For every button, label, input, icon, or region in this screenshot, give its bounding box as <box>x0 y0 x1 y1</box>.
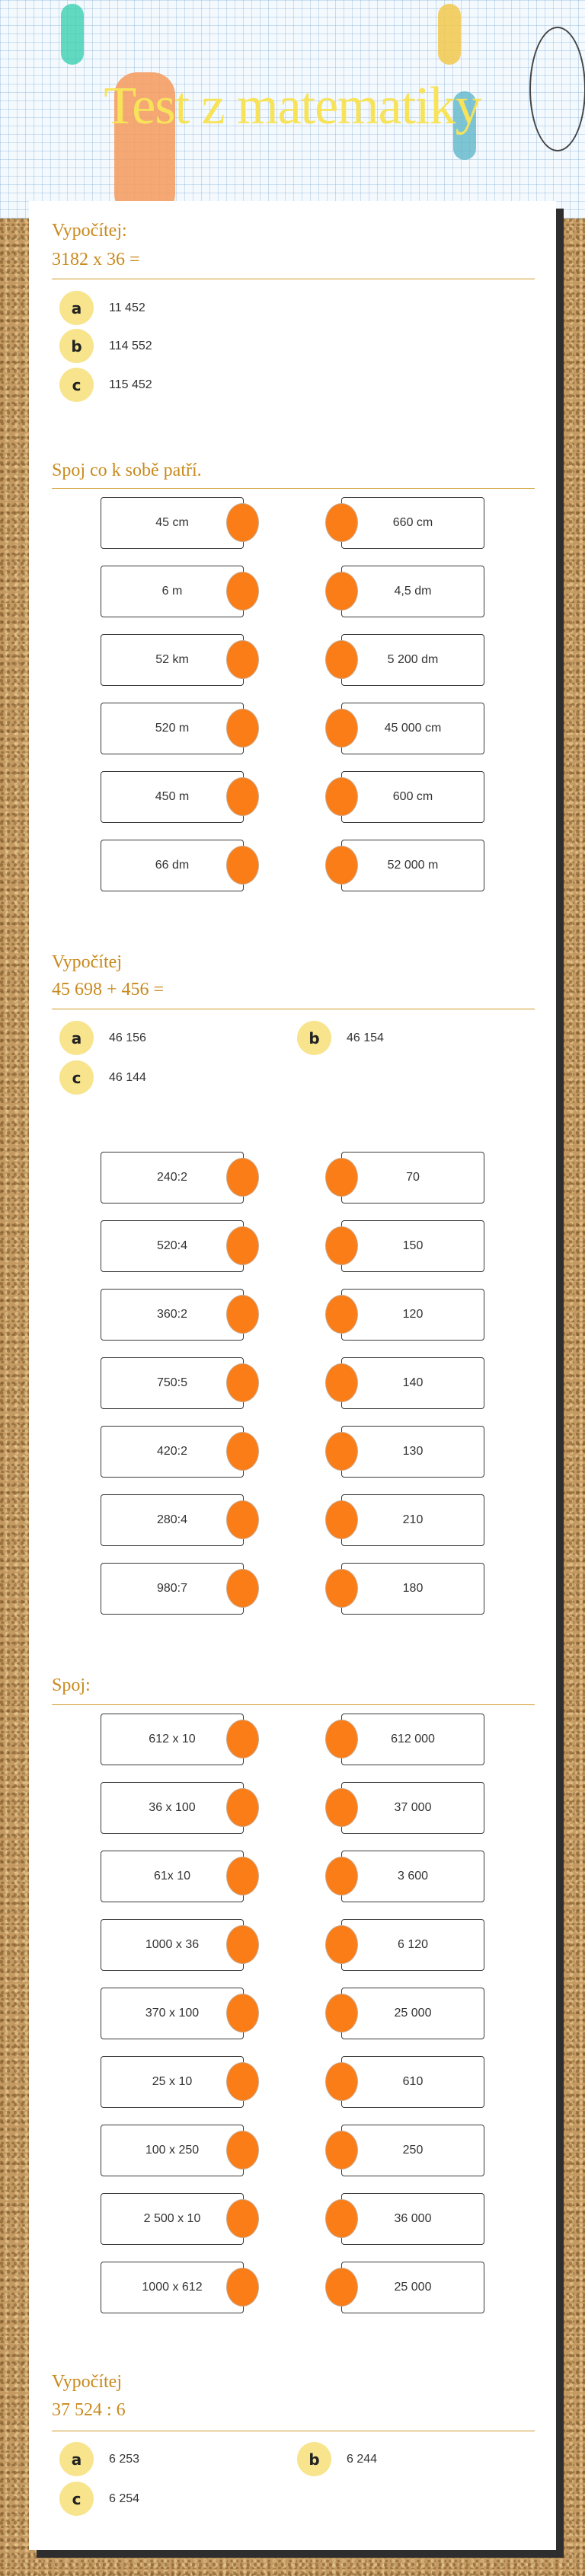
question-prompt: Spoj co k sobě patří. <box>52 461 202 480</box>
match-right-item[interactable]: 140 <box>341 1357 484 1409</box>
connector-dot-right[interactable] <box>325 503 358 542</box>
option-a[interactable] <box>59 291 145 325</box>
match-left-item[interactable]: 25 x 10 <box>101 2056 244 2108</box>
question-prompt: Vypočítej <box>52 952 122 972</box>
option-c[interactable] <box>59 2482 139 2516</box>
option-b[interactable] <box>297 2442 377 2476</box>
option-b[interactable] <box>59 329 152 363</box>
connector-dot-right[interactable] <box>325 777 358 816</box>
connector-dot-right[interactable] <box>325 2268 358 2307</box>
connector-dot-left[interactable] <box>226 1994 259 2032</box>
connector-dot-left[interactable] <box>226 709 259 748</box>
option-c[interactable] <box>59 368 152 402</box>
connector-dot-left[interactable] <box>226 1226 259 1265</box>
match-left-item[interactable]: 1000 x 36 <box>101 1919 244 1971</box>
connector-dot-left[interactable] <box>226 1500 259 1539</box>
match-right-item[interactable]: 130 <box>341 1426 484 1478</box>
connector-dot-right[interactable] <box>325 1720 358 1758</box>
option-text: 46 144 <box>109 1070 146 1084</box>
connector-dot-left[interactable] <box>226 777 259 816</box>
connector-dot-right[interactable] <box>325 1857 358 1895</box>
connector-dot-left[interactable] <box>226 1158 259 1197</box>
option-text: 11 452 <box>109 301 145 314</box>
match-right-item[interactable]: 25 000 <box>341 1988 484 2039</box>
connector-dot-right[interactable] <box>325 1158 358 1197</box>
connector-dot-left[interactable] <box>226 1720 259 1758</box>
page-title: Test z matematiky <box>104 77 481 135</box>
connector-dot-left[interactable] <box>226 2062 259 2101</box>
question-expression: 45 698 + 456 = <box>52 980 165 999</box>
connector-dot-right[interactable] <box>325 1569 358 1608</box>
connector-dot-left[interactable] <box>226 1857 259 1895</box>
match-left-item[interactable]: 45 cm <box>101 497 244 549</box>
connector-dot-left[interactable] <box>226 1569 259 1608</box>
match-left-item[interactable]: 450 m <box>101 771 244 823</box>
match-left-item[interactable]: 980:7 <box>101 1563 244 1615</box>
connector-dot-left[interactable] <box>226 846 259 885</box>
connector-dot-left[interactable] <box>226 572 259 611</box>
header-banner <box>0 0 585 218</box>
match-right-item[interactable]: 25 000 <box>341 2262 484 2313</box>
match-left-item[interactable]: 66 dm <box>101 840 244 891</box>
match-left-item[interactable]: 1000 x 612 <box>101 2262 244 2313</box>
match-right-item[interactable]: 70 <box>341 1152 484 1204</box>
connector-dot-left[interactable] <box>226 1788 259 1827</box>
match-right-item[interactable]: 5 200 dm <box>341 634 484 686</box>
connector-dot-right[interactable] <box>325 1994 358 2032</box>
match-left-item[interactable]: 36 x 100 <box>101 1782 244 1834</box>
match-right-item[interactable]: 210 <box>341 1494 484 1546</box>
connector-dot-right[interactable] <box>325 1500 358 1539</box>
worksheet-card <box>29 201 556 2550</box>
connector-dot-left[interactable] <box>226 1925 259 1964</box>
connector-dot-right[interactable] <box>325 640 358 679</box>
question-prompt: Spoj: <box>52 1675 91 1695</box>
option-a[interactable] <box>59 2442 139 2476</box>
connector-dot-right[interactable] <box>325 1295 358 1334</box>
option-text: 6 244 <box>347 2452 378 2466</box>
connector-dot-right[interactable] <box>325 572 358 611</box>
option-badge: a <box>59 291 94 325</box>
match-left-item[interactable]: 612 x 10 <box>101 1714 244 1765</box>
match-right-item[interactable]: 6 120 <box>341 1919 484 1971</box>
connector-dot-right[interactable] <box>325 1226 358 1265</box>
decor-shape <box>61 4 84 65</box>
connector-dot-right[interactable] <box>325 1925 358 1964</box>
match-right-item[interactable]: 37 000 <box>341 1782 484 1834</box>
match-left-item[interactable]: 520 m <box>101 703 244 754</box>
match-left-item[interactable]: 52 km <box>101 634 244 686</box>
connector-dot-left[interactable] <box>226 503 259 542</box>
question-prompt: Vypočítej: <box>52 221 127 241</box>
option-badge: b <box>297 1021 331 1055</box>
match-right-item[interactable]: 36 000 <box>341 2193 484 2245</box>
match-left-item[interactable]: 240:2 <box>101 1152 244 1204</box>
match-left-item[interactable]: 280:4 <box>101 1494 244 1546</box>
option-text: 46 156 <box>109 1031 146 1044</box>
match-right-item[interactable]: 610 <box>341 2056 484 2108</box>
match-right-item[interactable]: 660 cm <box>341 497 484 549</box>
question-expression: 3182 x 36 = <box>52 250 140 269</box>
option-text: 115 452 <box>109 378 152 391</box>
match-right-item[interactable]: 3 600 <box>341 1851 484 1902</box>
match-right-item[interactable]: 52 000 m <box>341 840 484 891</box>
connector-dot-right[interactable] <box>325 709 358 748</box>
connector-dot-right[interactable] <box>325 1788 358 1827</box>
connector-dot-right[interactable] <box>325 2062 358 2101</box>
option-badge: b <box>297 2442 331 2476</box>
connector-dot-right[interactable] <box>325 1432 358 1471</box>
connector-dot-left[interactable] <box>226 1295 259 1334</box>
connector-dot-right[interactable] <box>325 846 358 885</box>
match-right-item[interactable]: 45 000 cm <box>341 703 484 754</box>
question-expression: 37 524 : 6 <box>52 2400 126 2420</box>
match-left-item[interactable]: 61x 10 <box>101 1851 244 1902</box>
match-left-item[interactable]: 360:2 <box>101 1289 244 1341</box>
divider <box>52 488 535 489</box>
match-right-item[interactable]: 150 <box>341 1220 484 1272</box>
connector-dot-left[interactable] <box>226 1432 259 1471</box>
match-left-item[interactable]: 2 500 x 10 <box>101 2193 244 2245</box>
match-right-item[interactable]: 4,5 dm <box>341 566 484 617</box>
match-left-item[interactable]: 750:5 <box>101 1357 244 1409</box>
match-left-item[interactable]: 420:2 <box>101 1426 244 1478</box>
connector-dot-left[interactable] <box>226 2199 259 2238</box>
divider <box>52 1704 535 1705</box>
option-text: 6 254 <box>109 2492 140 2505</box>
connector-dot-left[interactable] <box>226 2268 259 2307</box>
connector-dot-left[interactable] <box>226 640 259 679</box>
connector-dot-right[interactable] <box>325 1363 358 1402</box>
connector-dot-right[interactable] <box>325 2199 358 2238</box>
match-right-item[interactable]: 612 000 <box>341 1714 484 1765</box>
match-right-item[interactable]: 120 <box>341 1289 484 1341</box>
option-badge: c <box>59 368 94 402</box>
connector-dot-left[interactable] <box>226 2131 259 2170</box>
option-badge: b <box>59 329 94 363</box>
match-right-item[interactable]: 180 <box>341 1563 484 1615</box>
option-badge: c <box>59 2482 94 2516</box>
option-b[interactable] <box>297 1021 384 1055</box>
connector-dot-left[interactable] <box>226 1363 259 1402</box>
option-c[interactable] <box>59 1060 146 1095</box>
option-text: 6 253 <box>109 2452 140 2466</box>
question-prompt: Vypočítej <box>52 2372 122 2392</box>
match-right-item[interactable]: 250 <box>341 2125 484 2176</box>
match-left-item[interactable]: 100 x 250 <box>101 2125 244 2176</box>
connector-dot-right[interactable] <box>325 2131 358 2170</box>
option-badge: a <box>59 1021 94 1055</box>
option-text: 114 552 <box>109 339 152 352</box>
option-text: 46 154 <box>347 1031 384 1044</box>
match-left-item[interactable]: 6 m <box>101 566 244 617</box>
match-right-item[interactable]: 600 cm <box>341 771 484 823</box>
option-a[interactable] <box>59 1021 146 1055</box>
match-left-item[interactable]: 370 x 100 <box>101 1988 244 2039</box>
option-badge: c <box>59 1060 94 1095</box>
option-badge: a <box>59 2442 94 2476</box>
match-left-item[interactable]: 520:4 <box>101 1220 244 1272</box>
decor-shape <box>438 4 461 65</box>
